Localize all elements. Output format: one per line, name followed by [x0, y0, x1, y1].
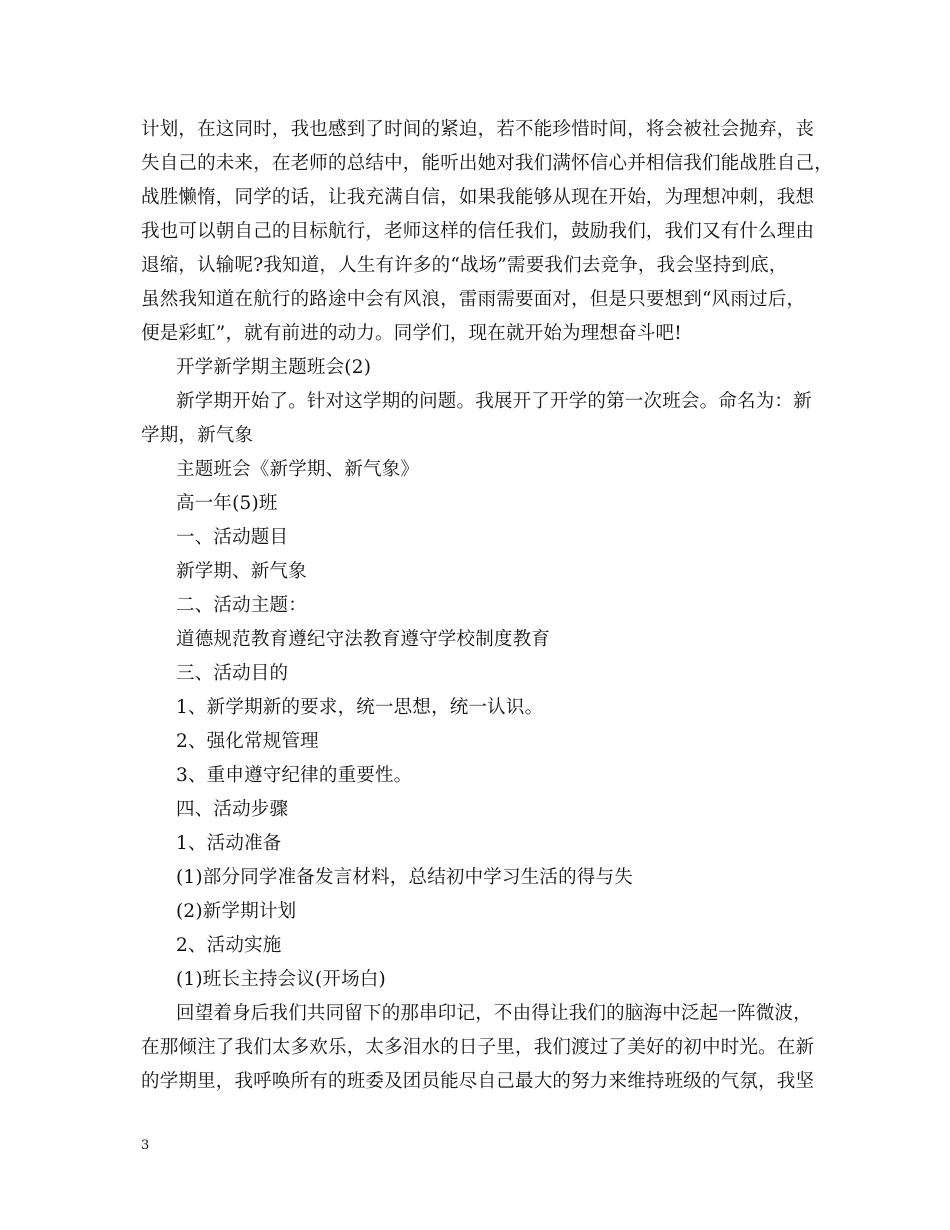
body-text-line: 学期，新气象 [141, 425, 254, 446]
list-item: (1)部分同学准备发言材料，总结初中学习生活的得与失 [176, 867, 633, 888]
list-item: 1、新学期新的要求，统一思想，统一认识。 [176, 697, 544, 718]
list-item: 2、强化常规管理 [176, 731, 319, 752]
body-text-line: 高一年(5)班 [176, 493, 278, 514]
list-item: 1、活动准备 [176, 833, 282, 854]
body-text-line: 在那倾注了我们太多欢乐，太多泪水的日子里，我们渡过了美好的初中时光。在新 [141, 1037, 815, 1058]
body-text-line: 道德规范教育遵纪守法教育遵守学校制度教育 [176, 629, 551, 650]
body-text-line: 虽然我知道在航行的路途中会有风浪，雷雨需要面对，但是只要想到“风雨过后， [141, 289, 806, 310]
body-text-line: 计划，在这同时，我也感到了时间的紧迫，若不能珍惜时间，将会被社会抛弃，丧 [141, 119, 815, 140]
body-text-line: 战胜懒惰，同学的话，让我充满自信，如果我能够从现在开始，为理想冲刺，我想 [141, 187, 815, 208]
list-heading: 四、活动步骤 [176, 799, 289, 820]
list-item: (1)班长主持会议(开场白) [176, 969, 386, 990]
list-heading: 三、活动目的 [176, 663, 289, 684]
list-item: 2、活动实施 [176, 935, 282, 956]
body-text-line: 我也可以朝自己的目标航行，老师这样的信任我们，鼓励我们，我们又有什么理由 [141, 221, 815, 242]
list-item: (2)新学期计划 [176, 901, 297, 922]
body-text-line: 失自己的未来，在老师的总结中，能听出她对我们满怀信心并相信我们能战胜自己， [141, 153, 833, 174]
body-text-line: 退缩，认输呢?我知道，人生有许多的“战场”需要我们去竞争，我会坚持到底， [141, 255, 788, 276]
body-text-line: 的学期里，我呼唤所有的班委及团员能尽自己最大的努力来维持班级的气氛，我坚 [141, 1071, 815, 1092]
page-number: 3 [141, 1138, 150, 1153]
body-text-line: 主题班会《新学期、新气象》 [176, 459, 420, 480]
list-heading: 一、活动题目 [176, 527, 289, 548]
body-text-line: 回望着身后我们共同留下的那串印记，不由得让我们的脑海中泛起一阵微波， [176, 1003, 812, 1024]
list-item: 3、重申遵守纪律的重要性。 [176, 765, 413, 786]
list-heading: 二、活动主题： [176, 595, 307, 616]
body-text-line: 便是彩虹”，就有前进的动力。同学们，现在就开始为理想奋斗吧! [141, 323, 682, 344]
section-heading: 开学新学期主题班会(2) [176, 357, 372, 378]
body-text-line: 新学期开始了。针对这学期的问题。我展开了开学的第一次班会。命名为：新 [176, 391, 812, 412]
body-text-line: 新学期、新气象 [176, 561, 307, 582]
